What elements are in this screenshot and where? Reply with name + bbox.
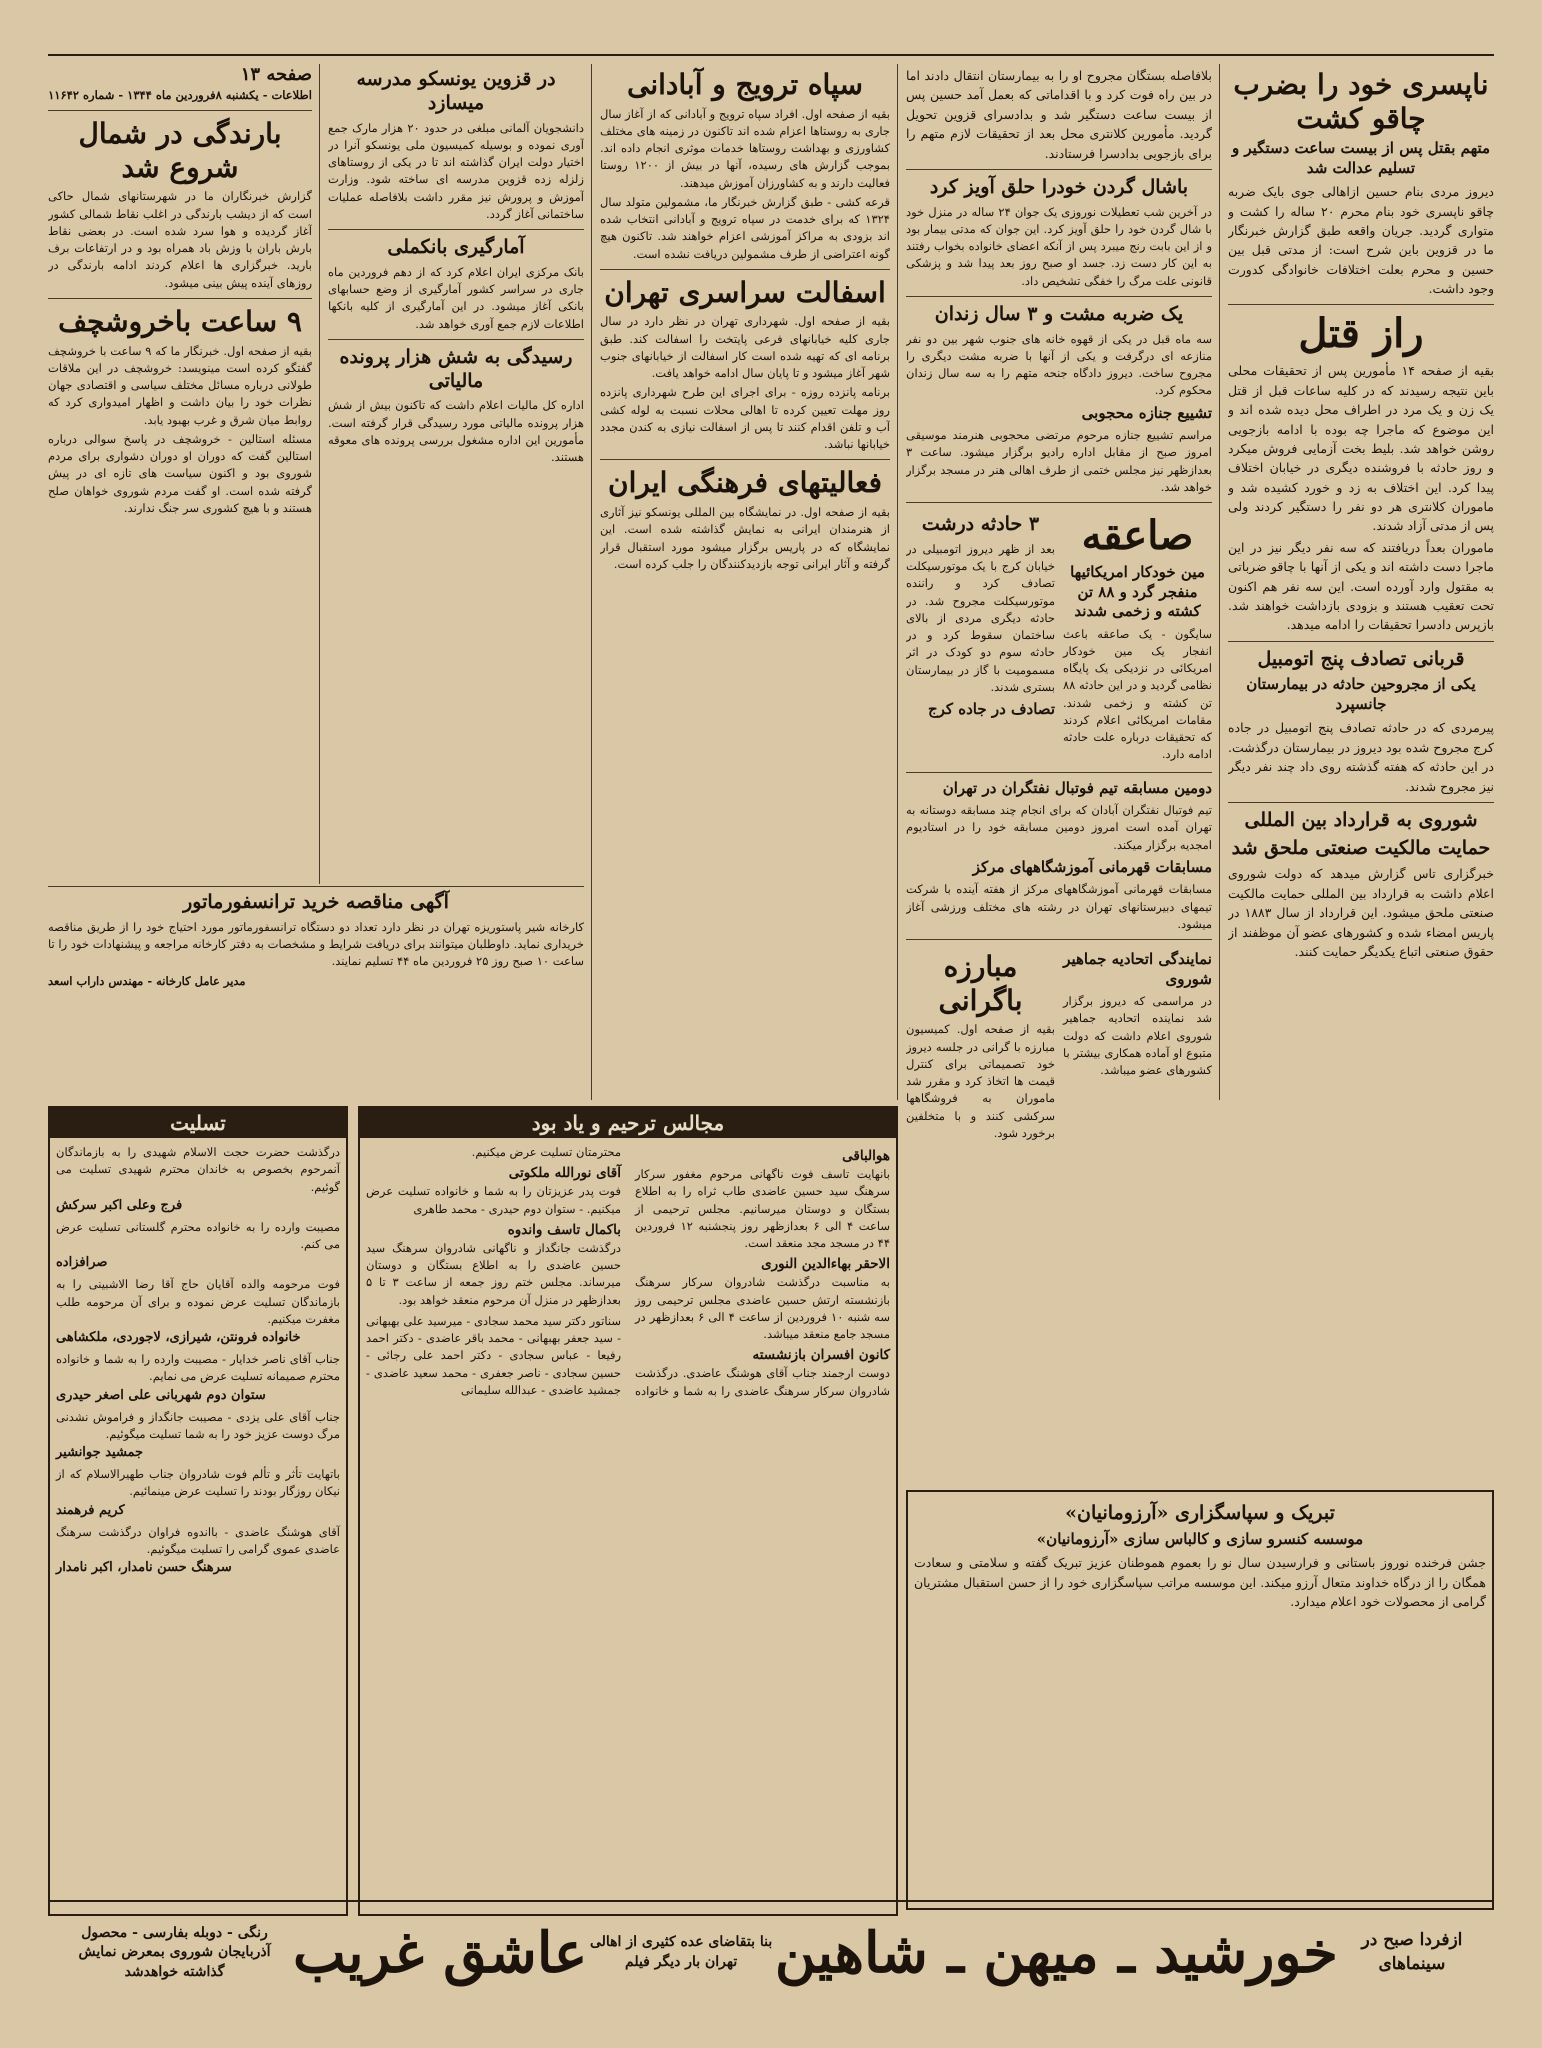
- extension-corps-body: بقیه از صفحه اول. افراد سپاه ترویج و آبادانی که از آغاز سال جاری به روستاها اعزام شده اند تاکنون در زمینه های مختلف کشاورزی و بهداشت روستاها خدمات موثری انجام داده اند. بموجب گزارش های رسیده، آنها در بیش از ۱۲۰۰ روستا فعالیت دارند و به کشاورزان آموزش میدهند.: [600, 106, 890, 190]
- headline-football: دومین مسابقه تیم فوتبال نفتگران در تهران: [942, 778, 1212, 797]
- memorial-head-1: هوالباقی: [842, 1148, 890, 1164]
- accident-body: پیرمردی که در حادثه تصادف پنج اتومبیل در جاده کرج مجروح شده بود دیروز در بیمارستان درگذشت. در این حادثه که هفته گذشته روی داد چند نفر دیگر نیز مجروح شدند.: [1228, 720, 1494, 794]
- newspaper-page: [48, 54, 1494, 2016]
- congrats-subtitle: موسسه کنسرو سازی و کالباس سازی «آرزومانیان»: [1036, 1529, 1364, 1548]
- memorial-head-2: الاحقر بهاءالدین النوری: [761, 1256, 890, 1273]
- headline-karaj-road: تصادف در جاده کرج: [927, 700, 1055, 719]
- khrushchev-body-2: مسئله استالین - خروشچف در پاسخ سوالی درباره استالین گفت که دوران او دوران دشواری برای مردم شوروی بود و اکنون سیاست های تازه ای در پیش گرفته شده است. او گفت مردم شوروی خواهان صلح هستند و با هیچ کشوری سر جنگ ندارند.: [48, 431, 312, 515]
- unesco-body: دانشجویان آلمانی مبلغی در حدود ۲۰ هزار مارک جمع آوری نموده و بوسیله کمیسیون ملی یونسکو آنرا در اختیار دولت ایران گذاشته اند تا در یکی از روستاهای زلزله زده قزوین مدرسه ای ساخته شود. وزارت آموزش و پرورش نیز مقرر داشت بلافاصله عملیات ساختمانی آغاز گردد.: [328, 120, 584, 221]
- asphalt-body: بقیه از صفحه اول. شهرداری تهران در نظر دارد در سال جاری کلیه خیابانهای فرعی پایتخت را اسفالت کند. طبق برنامه ای که تهیه شده است کار اسفالت از خیابانهای جنوب شهر آغاز میشود و تا پایان سال ادامه خواهد یافت.: [600, 314, 890, 381]
- headline-accident: قربانی تصادف پنج اتومبیل: [1257, 647, 1465, 670]
- tender-body: کارخانه شیر پاستوریزه تهران در نظر دارد تعداد دو دستگاه ترانسفورماتور مورد احتیاج خود را از طریق مناقصه خریداری نماید. داوطلبان میتوانند برای دریافت شرایط و مشخصات به دفتر کارخانه مراجعه و پیشنهادات خود را تا ساعت ۱۰ صبح روز ۲۵ فروردین ماه ۴۴ تسلیم نمایند.: [48, 919, 584, 969]
- condolence-title: تسلیت: [50, 1108, 346, 1138]
- condolence-box: [48, 1102, 348, 1932]
- memorial-text-5: درگذشت جانگداز و ناگهانی شادروان سرهنگ سید حسین عاضدی را به اطلاع بستگان و دوستان میرساند. مجلس ختم روز جمعه از ساعت ۳ تا ۵ بعدازظهر در منزل آن مرحوم منعقد خواهد بود.: [366, 1240, 621, 1307]
- masthead-date-line: اطلاعات - یکشنبه ۸فروردین ماه ۱۳۴۴ - شماره ۱۱۶۴۲: [48, 88, 312, 102]
- headline-funeral: تشییع جنازه محجوبی: [1081, 403, 1212, 422]
- condolence-sign-4: ستوان دوم شهربانی علی اصغر حیدری: [56, 1387, 266, 1403]
- stepson-lead: دیروز مردی بنام حسین ازاهالی جوی بایک ضربه چاقو ناپسری خود بنام محرم ۲۰ ساله را کشت و متواری گردید. جریان واقعه طبق گزارش خبرنگار ما در قزوین باین شرح است: از مدتی قبل بین حسین و محرم بعلت اختلافات خانوادگی کدورت وجود داشت.: [1228, 184, 1494, 297]
- three-accidents-body: بعد از ظهر دیروز اتومبیلی در خیابان کرج با یک موتورسیکلت تصادف کرد و راننده موتورسیکلت مجروح شد. در حادثه دیگری مردی از بالای ساختمان سقوط کرد و در حادثه سوم دو کودک در اثر مسمومیت با گاز در بیمارستان بستری شدند.: [906, 541, 1055, 694]
- condolence-text-5: جناب آقای علی یزدی - مصیبت جانگداز و فراموش نشدنی مرگ دوست عزیز خود را به شما تسلیت میگوئیم.: [56, 1409, 340, 1441]
- page-number: صفحه ۱۳: [240, 64, 312, 85]
- ussr-treaty-body: خبرگزاری تاس گزارش میدهد که دولت شوروی اعلام داشت به قرارداد بین المللی حمایت مالکیت صنعتی ملحق میشود. این قرارداد از سال ۱۸۸۳ در پاریس امضاء شده و کشورهای عضو آن موظفند از حقوق صنعتی اتباع یکدیگر حمایت کنند.: [1228, 866, 1494, 959]
- raz-body: بقیه از صفحه ۱۴ مأمورین پس از تحقیقات محلی باین نتیجه رسیدند که در کلیه ساعات قبل از قتل یک زن و یک مرد در اطراف محل دیده شده اند و این موضوع که ماجرا چه بوده با ادامه بازجویی روشن خواهد شد. بلیط بخت آزمایی فروش میکرد و روز حادثه با فروشنده دیگری در خیابان اختلاف پیدا کرد. این اختلاف به زد و خورد کشیده شد و ماموران کلانتری هر دو نفر را دستگیر کردند ولی پس از مدتی آزاد شدند.: [1228, 363, 1494, 534]
- cinema-ad-right: رنگی - دوبله بفارسی - محصول آذربایجان شوروی بمعرض نمایش گذاشته خواهدشد: [78, 1924, 271, 1980]
- headline-lightning: صاعقه: [1081, 512, 1194, 560]
- subheadline-accident: یکی از مجروحین حادثه در بیمارستان جانسپرد: [1246, 675, 1476, 713]
- condolence-sign-6: کریم فرهمند: [56, 1502, 125, 1518]
- headline-soviet-rep: نمایندگی اتحادیه جماهیر شوروی: [1063, 950, 1212, 988]
- headline-ussr-treaty: شوروی به قرارداد بین المللی: [1244, 808, 1478, 831]
- condolence-text-3: فوت مرحومه والده آقایان حاج آقا رضا الاشبینی را به بازماندگان تسلیت عرض نموده و برای آن مرحومه طلب مغفرت میکنیم.: [56, 1277, 340, 1326]
- cinema-ad: [48, 1900, 1494, 2004]
- tender-sign: مدیر عامل کارخانه - مهندس داراب اسعد: [48, 973, 246, 988]
- stepson-body: بلافاصله بستگان مجروح او را به بیمارستان انتقال دادند اما در بین راه فوت کرد و با اقداماتی که بعمل آمد حسین پس از بیست ساعت دستگیر شد و بدادسرای قزوین تحویل گردید. مأمورین کلانتری محل بعد از تحقیقات لازم متهم را برای بازجویی بدادسرا فرستادند.: [906, 68, 1212, 161]
- congrats-body: جشن فرخنده نوروز باستانی و فرارسیدن سال نو را بعموم هموطنان عزیز تبریک گفته و سلامتی و سعادت همگان را از درگاه خداوند متعال آرزو میکند. این موسسه مراتب سپاسگزاری خود را از حسن استقبال مشتریان گرامی از محصولات خود اعلام میدارد.: [914, 1555, 1486, 1609]
- headline-tehran-asphalt: اسفالت سراسری تهران: [604, 275, 886, 309]
- memorial-text-6: سناتور دکتر سید محمد سجادی - میرسید علی بهبهانی - سید جعفر بهبهانی - محمد باقر عاضدی - دکتر احمد رفیعا - عباس سجادی - دکتر احمد علی رجائی - حسین سجادی - ناصر جعفری - محمد سعید عاضدی - جمشید عاضدی - عبدالله سلیمانی: [366, 1313, 621, 1397]
- headline-stepson-killed: ناپسری خود را بضرب چاقو کشت: [1233, 68, 1489, 135]
- cinema-ad-cinemas: خورشید ـ میهن ـ شاهین: [774, 1920, 1338, 1986]
- column-4: [328, 64, 584, 884]
- lightning-body: سایگون - یک صاعقه باعث انفجار یک مین خودکار امریکائی در نزدیکی یک پایگاه نظامی گردید و در این حادثه ۸۸ تن کشته و زخمی شدند. مقامات امریکائی اعلام کردند که تحقیقات درباره علت حادثه ادامه دارد.: [1063, 626, 1212, 762]
- headline-tax-files: رسیدگی به شش هزار پرونده مالیاتی: [339, 345, 573, 392]
- condolence-sign-3: خانواده فرونتن، شیرازی، لاجوردی، ملکشاهی: [56, 1330, 301, 1345]
- khrushchev-body: بقیه از صفحه اول. خبرنگار ما که ۹ ساعت با خروشچف گفتگو کرده است مینویسد: خروشچف در این ملاقات طولانی درباره مسائل مختلف سیاسی و اقتصادی جهان نظرات خود را بیان داشت و اظهار امیدواری کرد که روابط میان شرق و غرب بهبود یابد.: [48, 343, 312, 427]
- memorial-text-4: فوت پدر عزیزتان را به شما و خانواده تسلیت عرض میکنیم. - ستوان دوم حیدری - محمد طاهری: [366, 1184, 621, 1216]
- funeral-body: مراسم تشییع جنازه مرحوم مرتضی محجوبی هنرمند موسیقی امروز صبح از مقابل اداره رادیو برگزار میشود. ساعت ۳ بعدازظهر نیز مجلس ختمی از طرف اهالی هنر در مسجد برگزار خواهد شد.: [906, 428, 1212, 494]
- tax-files-body: اداره کل مالیات اعلام داشت که تاکنون بیش از شش هزار پرونده مالیاتی مورد رسیدگی قرار گرفته است. مأمورین این اداره مشغول بررسی پرونده های معوقه هستند.: [328, 398, 584, 464]
- headline-hanging: باشال گردن خودرا حلق آویز کرد: [929, 175, 1189, 198]
- condolence-text-4: جناب آقای ناصر خدایار - مصیبت وارده را به شما و خانواده محترم صمیمانه تسلیت عرض می نمایم.: [56, 1352, 340, 1384]
- cinema-ad-mid: بنا بتقاضای عده کثیری از اهالی تهران بار دیگر فیلم: [589, 1934, 773, 1970]
- memorial-box: [358, 1102, 898, 1932]
- football-body: تیم فوتبال نفتگران آبادان که برای انجام چند مسابقه دوستانه به تهران آمده است امروز دومین مسابقه خود را در استادیوم امجدیه برگزار میکند.: [906, 803, 1212, 852]
- headline-extension-corps: سپاه ترویج و آبادانی: [627, 68, 863, 101]
- rain-body: گزارش خبرنگاران ما در شهرستانهای شمال حاکی است که از دیشب بارندگی در اغلب نقاط شمالی کشور آغاز گردیده و هوا سرد شده است. در بعضی نقاط بارش باران با وزش باد همراه بود و در ارتفاعات برف بارید. خبرگزاری ها اعلام کردند ادامه بارندگی در روزهای آینده پیش بینی میشود.: [48, 189, 312, 290]
- memorial-head-4: آقای نورالله ملکوتی: [508, 1165, 621, 1182]
- congrats-title: تبریک و سپاسگزاری «آرزومانیان»: [1065, 1502, 1335, 1524]
- culture-body: بقیه از صفحه اول. در نمایشگاه بین المللی یونسکو نیز آثاری از هنرمندان ایرانی به نمایش گذاشته شده است. این نمایشگاه که در پاریس برگزار میشود مورد استقبال قرار گرفته و آثار ایرانی توجه بازدیدکنندگان را جلب کرده است.: [600, 505, 890, 571]
- congrats-box: [906, 1486, 1494, 1926]
- extension-corps-body-2: قرعه کشی - طبق گزارش خبرنگار ما، مشمولین متولد سال ۱۳۲۴ که برای خدمت در سپاه ترویج و آبادانی انتخاب شده اند بزودی به مراکز آموزشی اعزام خواهند شد. تاکنون هیچ گونه اعتراضی از طرف مشمولین دریافت نشده است.: [600, 194, 890, 261]
- school-games-body: مسابقات قهرمانی آموزشگاههای مرکز از هفته آینده با شرکت تیمهای دبیرستانهای تهران در رشته های مختلف ورزشی آغاز میشود.: [906, 882, 1212, 931]
- memorial-text-1: بانهایت تاسف فوت ناگهانی مرحوم مغفور سرکار سرهنگ سید حسین عاضدی طاب ثراه را به اطلاع بستگان و دوستان میرسانیم. مجلس ترحیمی از ساعت ۴ الی ۶ بعدازظهر روز پنجشنبه ۱۲ فروردین ۴۴ در مسجد مجد منعقد است.: [635, 1167, 891, 1250]
- bank-stats-body: بانک مرکزی ایران اعلام کرد که از دهم فروردین ماه جاری در سراسر کشور آمارگیری از وضع حسابهای بانکی آغاز میشود. در این آمارگیری از کلیه بانکها اطلاعات لازم جمع آوری خواهد شد.: [328, 264, 584, 331]
- memorial-title: مجالس ترحیم و یاد بود: [360, 1108, 896, 1138]
- headline-prison: یک ضربه مشت و ۳ سال زندان: [934, 302, 1184, 325]
- memorial-head-5: باکمال تاسف واندوه: [507, 1221, 621, 1238]
- hanging-body: در آخرین شب تعطیلات نوروزی یک جوان ۲۴ ساله در منزل خود با شال گردن خود را حلق آویز کرد. این جوان که مدتی بیمار بود و از این بابت رنج میبرد پس از آنکه اعضای خانواده بخواب رفتند به این کار دست زد. جسد او صبح روز بعد پیدا شد و پزشکی قانونی علت مرگ را خفگی تشخیص داد.: [906, 204, 1212, 288]
- condolence-sign-2: صرافزاده: [56, 1255, 108, 1271]
- memorial-head-3: کانون افسران بازنشسته: [752, 1347, 890, 1364]
- column-1: [1228, 64, 1494, 1100]
- tender-ad: [48, 886, 584, 1087]
- soviet-rep-body: در مراسمی که دیروز برگزار شد نماینده اتحادیه جماهیر شوروی اعلام داشت که دولت متبوع او آماده همکاری بیشتر با کشورهای عضو میباشد.: [1063, 994, 1212, 1078]
- cinema-ad-film: عاشق غریب: [292, 1920, 588, 1986]
- headline-unesco-school: در قزوین یونسکو مدرسه میسازد: [356, 68, 556, 114]
- headline-nine-hours-khrushchev: ۹ ساعت باخروشچف: [58, 304, 302, 338]
- condolence-sign-7: سرهنگ حسن نامدار، اکبر نامدار: [56, 1560, 232, 1575]
- condolence-text-1: درگذشت حضرت حجت الاسلام شهیدی را به بازماندگان آنمرحوم بخصوص به خاندان محترم شهیدی تسلیت می گوئیم.: [56, 1145, 340, 1194]
- headline-rain-north: بارندگی در شمال شروع شد: [78, 117, 282, 184]
- asphalt-body-2: برنامه پانزده روزه - برای اجرای این طرح شهرداری پانزده روز مهلت تعیین کرده تا اهالی محلات نسبت به لوله کشی آب و تلفن اقدام کنند تا پس از اسفالت نیازی به کندن مجدد خیابانها نباشد.: [600, 385, 890, 452]
- headline-raz-ghatl: راز قتل: [1298, 310, 1424, 358]
- masthead: [48, 64, 312, 85]
- raz-body-2: ماموران بعداً دریافتند که سه نفر دیگر نیز در این ماجرا دست داشته اند و یکی از آنها با چاقو ضرباتی به مقتول وارد آورده است. این سه نفر هم اکنون تحت تعقیب هستند و بزودی بازداشت خواهند شد. بازپرس دادسرا تحقیقات را ادامه میدهد.: [1228, 539, 1494, 633]
- subheadline-lightning: مین خودکار امریکائیها منفجر گرد و ۸۸ تن کشته و زخمی شدند: [1070, 563, 1205, 621]
- cinema-ad-left: ازفردا صبح در سینماهای: [1361, 1930, 1463, 1974]
- column-2: [906, 64, 1212, 1484]
- headline-three-accidents: ۳ حادثه درشت: [921, 513, 1040, 536]
- condolence-sign-1: فرج وعلی اکبر سرکش: [56, 1197, 183, 1213]
- condolence-text-7: آقای هوشنگ عاضدی - بااندوه فراوان درگذشت سرهنگ عاضدی عموی گرامی را تسلیت میگوئیم.: [56, 1524, 340, 1556]
- headline-school-games: مسابقات قهرمانی آموزشگاههای مرکز: [972, 857, 1212, 876]
- tender-title: آگهی مناقصه خرید ترانسفورماتور: [183, 891, 449, 913]
- condolence-text-2: مصیبت وارده را به خانواده محترم گلستانی تسلیت عرض می کنم.: [56, 1219, 340, 1251]
- subheadline-arrested: متهم بقتل پس از بیست ساعت دستگیر و تسلیم عدالت شد: [1231, 139, 1491, 177]
- condolence-text-6: باتهایت تأثر و تألم فوت شادروان جناب طهیرالاسلام که از نیکان روزگار بودند را تسلیت عرض مینمائیم.: [56, 1467, 340, 1499]
- headline-iran-culture: فعالیتهای فرهنگی ایران: [608, 466, 882, 500]
- subheadline-ussr-treaty: حمایت مالکیت صنعتی ملحق شد: [1231, 836, 1491, 859]
- headline-bank-stats: آمارگیری بانکملی: [387, 236, 525, 258]
- price-fight-body: بقیه از صفحه اول. کمیسیون مبارزه با گرانی در جلسه دیروز خود تصمیماتی برای کنترل قیمت ها اتخاذ کرد و مقرر شد ماموران به فروشگاهها سرکشی کنند و با متخلفین برخورد شود.: [906, 1022, 1055, 1140]
- headline-price-fight: مبارزه باگرانی: [938, 950, 1023, 1017]
- prison-body: سه ماه قبل در یکی از قهوه خانه های جنوب شهر بین دو نفر منازعه ای درگرفت و یکی از آنها با ضربه مشت دیگری را مجروح ساخت. دیروز دادگاه جنحه متهم را به سه سال زندان محکوم کرد.: [906, 331, 1212, 398]
- memorial-text-2: به مناسبت درگذشت شادروان سرکار سرهنگ بازنشسته ارتش حسین عاضدی مجلس ترحیمی روز سه شنبه ۱۰ فروردین از ساعت ۴ الی ۶ بعدازظهر در مسجد جامع منعقد میباشد.: [635, 1275, 890, 1341]
- memorial-text-3: دوست ارجمند جناب آقای هوشنگ عاضدی. درگذشت شادروان سرکار سرهنگ عاضدی را به شما و خانواده محترمتان تسلیت عرض میکنیم.: [471, 1145, 890, 1398]
- column-3: [600, 64, 890, 1094]
- condolence-sign-5: جمشید جوانشیر: [56, 1445, 144, 1460]
